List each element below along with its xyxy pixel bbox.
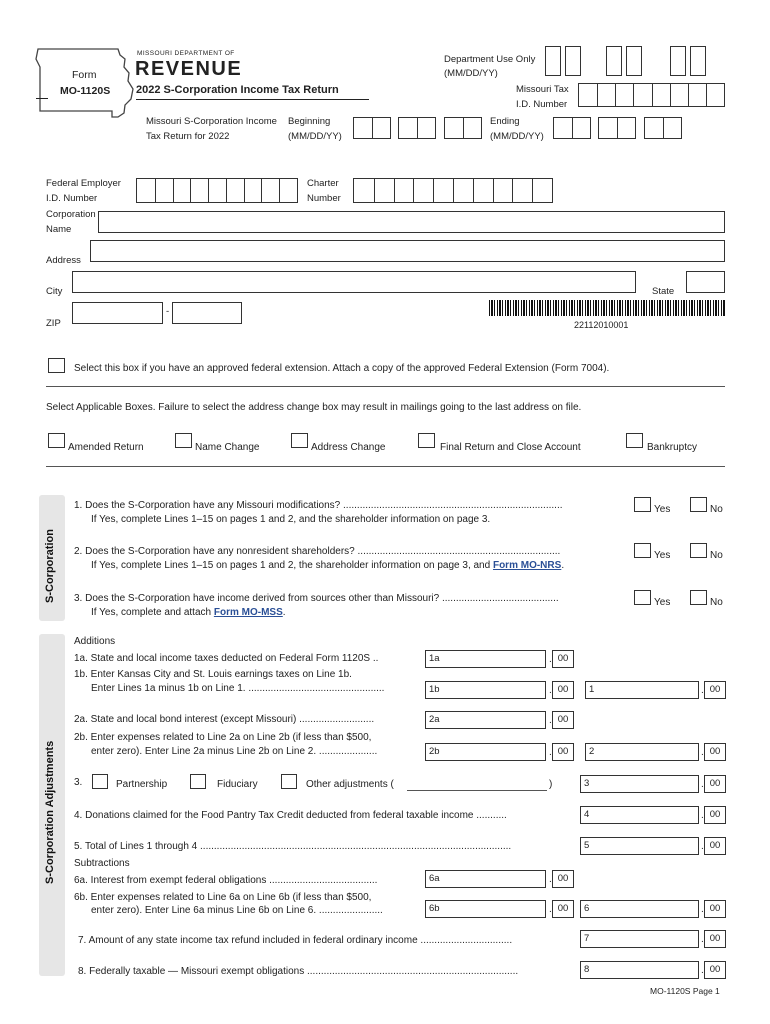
line-2a-text: 2a. State and local bond interest (except Missouri) ........................... — [74, 714, 375, 725]
line-6b-text: 6b. Enter expenses related to Line 6a on Line 6b (if less than $500, — [74, 892, 372, 903]
dept-date-box[interactable] — [670, 46, 686, 76]
partnership-label: Partnership — [116, 779, 168, 790]
line-2a-amount[interactable] — [425, 711, 546, 729]
title-underline — [136, 99, 369, 100]
line-4-amount[interactable] — [580, 806, 699, 824]
beginning-label: Beginning — [288, 116, 331, 127]
barcode-number: 22112010001 — [574, 320, 629, 330]
cell-divider — [226, 179, 227, 202]
line-2b-amount[interactable] — [425, 743, 546, 761]
cell-divider — [394, 179, 395, 202]
line-1b-cents[interactable]: 00 — [552, 681, 574, 699]
line-6a-text: 6a. Interest from exempt federal obligations ....................................... — [74, 875, 378, 886]
cell-divider — [413, 179, 414, 202]
decimal-point: . — [701, 934, 704, 945]
ending-format: (MM/DD/YY) — [490, 131, 544, 142]
line-7-amount[interactable] — [580, 930, 699, 948]
address-label: Address — [46, 255, 81, 266]
bankruptcy-checkbox[interactable] — [626, 433, 643, 448]
zip-extension-field[interactable] — [172, 302, 242, 324]
line-3-amount[interactable] — [580, 775, 699, 793]
line-2-cents[interactable]: 00 — [704, 743, 726, 761]
final-return-label: Final Return and Close Account — [440, 442, 581, 453]
cell-divider — [597, 84, 598, 106]
decimal-point: . — [549, 904, 552, 915]
q3-no-label: No — [710, 597, 723, 608]
applicable-boxes-instruction: Select Applicable Boxes. Failure to select the address change box may result in mailings going to the last address on file. — [46, 402, 582, 413]
cell-divider — [244, 179, 245, 202]
line-1-amount[interactable] — [585, 681, 699, 699]
decimal-point: . — [701, 779, 704, 790]
other-adjustments-close: ) — [549, 779, 553, 790]
line-4-cents[interactable]: 00 — [704, 806, 726, 824]
cell-divider — [670, 84, 671, 106]
cell-divider — [652, 84, 653, 106]
line-8-cents[interactable]: 00 — [704, 961, 726, 979]
line-7-box-label: 7 — [584, 933, 590, 944]
line-1b-amount[interactable] — [425, 681, 546, 699]
decimal-point: . — [701, 965, 704, 976]
line-6-amount[interactable] — [580, 900, 699, 918]
divider — [46, 466, 725, 467]
q3-period: . — [282, 607, 286, 618]
return-year-label-2: Tax Return for 2022 — [146, 131, 230, 142]
line-4-text: 4. Donations claimed for the Food Pantry Tax Credit deducted from federal taxable income ........... — [74, 810, 507, 821]
decimal-point: . — [701, 904, 704, 915]
additions-heading: Additions — [74, 636, 116, 647]
cell-divider — [190, 179, 191, 202]
q1-yes-checkbox[interactable] — [634, 497, 651, 512]
line-8-text: 8. Federally taxable — Missouri exempt obligations ............................................................................ — [78, 966, 519, 977]
line-2b-text-2: enter zero). Enter Line 2a minus Line 2b on Line 2. ..................... — [91, 746, 378, 757]
cell-divider — [374, 179, 375, 202]
form-number-dash — [36, 98, 48, 99]
dept-use-format: (MM/DD/YY) — [444, 68, 498, 79]
city-label: City — [46, 286, 63, 297]
fein-field[interactable] — [136, 178, 298, 203]
q2-period: . — [561, 560, 565, 571]
cell-divider — [279, 179, 280, 202]
page-footer: MO-1120S Page 1 — [650, 986, 720, 996]
q2-yes-checkbox[interactable] — [634, 543, 651, 558]
line-3-number: 3. — [74, 777, 83, 788]
q3-no-checkbox[interactable] — [690, 590, 707, 605]
form-mo-nrs-link[interactable]: Form MO-NRS — [492, 560, 562, 571]
cell-divider — [532, 179, 533, 202]
federal-extension-checkbox[interactable] — [48, 358, 65, 373]
other-adjustments-label: Other adjustments ( — [306, 779, 394, 790]
line-1b-text: 1b. Enter Kansas City and St. Louis earnings taxes on Line 1b. — [74, 669, 352, 680]
line-3-box-label: 3 — [584, 778, 590, 789]
line-5-cents[interactable]: 00 — [704, 837, 726, 855]
cell-divider — [615, 84, 616, 106]
dept-date-box[interactable] — [626, 46, 642, 76]
charter-number-field[interactable] — [353, 178, 553, 203]
beginning-format: (MM/DD/YY) — [288, 131, 342, 142]
address-field[interactable] — [90, 240, 725, 262]
q1-text: 1. Does the S-Corporation have any Missouri modifications? ............................................................................... — [74, 500, 563, 511]
name-change-checkbox[interactable] — [175, 433, 192, 448]
line-1a-amount[interactable] — [425, 650, 546, 668]
cell-divider — [663, 118, 664, 138]
corp-name-label-2: Name — [46, 224, 72, 235]
cell-divider — [706, 84, 707, 106]
bankruptcy-label: Bankruptcy — [647, 442, 698, 453]
amended-return-label: Amended Return — [68, 442, 144, 453]
cell-divider — [372, 118, 373, 138]
q2-instruction — [91, 559, 564, 573]
fiduciary-label: Fiduciary — [217, 779, 258, 790]
q2-text: 2. Does the S-Corporation have any nonresident shareholders? ......................................................................... — [74, 546, 561, 557]
line-1a-text: 1a. State and local income taxes deducted on Federal Form 1120S .. — [74, 653, 379, 664]
state-label: State — [652, 286, 675, 297]
decimal-point: . — [549, 715, 552, 726]
line-1-cents[interactable]: 00 — [704, 681, 726, 699]
line-2-amount[interactable] — [585, 743, 699, 761]
barcode — [489, 300, 725, 316]
beginning-yy[interactable] — [444, 117, 482, 139]
divider — [46, 386, 725, 387]
line-6a-box-label: 6a — [429, 873, 440, 884]
decimal-point: . — [549, 685, 552, 696]
line-4-box-label: 4 — [584, 809, 590, 820]
agency-name-small: MISSOURI DEPARTMENT OF — [137, 50, 235, 57]
q2-no-label: No — [710, 550, 723, 561]
q1-no-checkbox[interactable] — [690, 497, 707, 512]
q3-yes-checkbox[interactable] — [634, 590, 651, 605]
fiduciary-checkbox[interactable] — [190, 774, 206, 789]
dept-use-only-label: Department Use Only — [444, 54, 536, 65]
subtractions-heading: Subtractions — [74, 858, 130, 869]
line-6b-amount[interactable] — [425, 900, 546, 918]
line-1a-cents[interactable]: 00 — [552, 650, 574, 668]
charter-label-2: Number — [307, 193, 341, 204]
adjustments-section-title: S-Corporation Adjustments — [44, 740, 56, 884]
decimal-point: . — [701, 810, 704, 821]
city-field[interactable] — [72, 271, 636, 293]
mo-tax-id-field[interactable] — [578, 83, 725, 107]
line-6-cents[interactable]: 00 — [704, 900, 726, 918]
line-6-box-label: 6 — [584, 903, 590, 914]
zip-dash: - — [166, 306, 170, 317]
dept-date-box[interactable] — [545, 46, 561, 76]
mo-tax-id-label: Missouri Tax — [516, 84, 569, 95]
line-6b-text-2: enter zero). Enter Line 6a minus Line 6b on Line 6. ....................... — [91, 905, 383, 916]
line-2b-cents[interactable]: 00 — [552, 743, 574, 761]
ending-label: Ending — [490, 116, 520, 127]
line-5-text: 5. Total of Lines 1 through 4 ................................................................................................................ — [74, 841, 512, 852]
corp-name-label: Corporation — [46, 209, 96, 220]
final-return-checkbox[interactable] — [418, 433, 435, 448]
decimal-point: . — [701, 747, 704, 758]
line-6a-amount[interactable] — [425, 870, 546, 888]
cell-divider — [572, 118, 573, 138]
q1-instruction: If Yes, complete Lines 1–15 on pages 1 and 2, and the shareholder information on page 3. — [91, 514, 491, 525]
decimal-point: . — [549, 747, 552, 758]
q3-instruction — [91, 606, 286, 620]
address-change-checkbox[interactable] — [291, 433, 308, 448]
decimal-point: . — [701, 841, 704, 852]
line-6b-cents[interactable]: 00 — [552, 900, 574, 918]
mo-tax-id-label-2: I.D. Number — [516, 99, 568, 110]
form-title: 2022 S-Corporation Income Tax Return — [136, 84, 339, 96]
q1-yes-label: Yes — [654, 504, 671, 515]
name-change-label: Name Change — [195, 442, 260, 453]
beginning-dd[interactable] — [398, 117, 436, 139]
other-adjustments-line[interactable] — [407, 790, 547, 791]
line-6a-cents[interactable]: 00 — [552, 870, 574, 888]
dept-date-box[interactable] — [690, 46, 706, 76]
line-8-amount[interactable] — [580, 961, 699, 979]
line-5-box-label: 5 — [584, 840, 590, 851]
form-label: Form — [72, 69, 97, 81]
other-adjustments-checkbox[interactable] — [281, 774, 297, 789]
cell-divider — [688, 84, 689, 106]
line-1a-box-label: 1a — [429, 653, 440, 664]
line-2b-box-label: 2b — [429, 746, 440, 757]
line-1b-box-label: 1b — [429, 684, 440, 695]
decimal-point: . — [549, 654, 552, 665]
beginning-mm[interactable] — [353, 117, 391, 139]
charter-label: Charter — [307, 178, 339, 189]
line-1b-text-2: Enter Lines 1a minus 1b on Line 1. ................................................. — [91, 683, 385, 694]
cell-divider — [155, 179, 156, 202]
cell-divider — [417, 118, 418, 138]
q3-yes-label: Yes — [654, 597, 671, 608]
amended-return-checkbox[interactable] — [48, 433, 65, 448]
cell-divider — [512, 179, 513, 202]
state-field[interactable] — [686, 271, 725, 293]
federal-extension-text: Select this box if you have an approved federal extension. Attach a copy of the approved Federal Extension (Form 7004). — [74, 363, 610, 374]
line-2a-box-label: 2a — [429, 714, 440, 725]
decimal-point: . — [701, 685, 704, 696]
line-7-text: 7. Amount of any state income tax refund included in federal ordinary income ................................. — [78, 935, 513, 946]
line-6b-box-label: 6b — [429, 903, 440, 914]
corporation-name-field[interactable] — [98, 211, 725, 233]
line-2b-text: 2b. Enter expenses related to Line 2a on Line 2b (if less than $500, — [74, 732, 372, 743]
decimal-point: . — [549, 874, 552, 885]
line-2-box-label: 2 — [589, 746, 595, 757]
zip-label: ZIP — [46, 318, 61, 329]
ending-dd[interactable] — [598, 117, 636, 139]
line-5-amount[interactable] — [580, 837, 699, 855]
fein-label-2: I.D. Number — [46, 193, 98, 204]
address-change-label: Address Change — [311, 442, 386, 453]
ending-yy[interactable] — [644, 117, 682, 139]
cell-divider — [473, 179, 474, 202]
form-number: MO-1120S — [60, 85, 111, 97]
q3-instruction-text: If Yes, complete and attach — [91, 607, 212, 618]
cell-divider — [617, 118, 618, 138]
zip-field[interactable] — [72, 302, 163, 324]
q3-text: 3. Does the S-Corporation have income derived from sources other than Missouri? .......................................... — [74, 593, 559, 604]
cell-divider — [433, 179, 434, 202]
q2-no-checkbox[interactable] — [690, 543, 707, 558]
line-1-box-label: 1 — [589, 684, 595, 695]
dept-date-box[interactable] — [565, 46, 581, 76]
line-2a-cents[interactable]: 00 — [552, 711, 574, 729]
form-mo-mss-link[interactable]: Form MO-MSS — [213, 607, 283, 618]
cell-divider — [208, 179, 209, 202]
cell-divider — [463, 118, 464, 138]
cell-divider — [261, 179, 262, 202]
fein-label: Federal Employer — [46, 178, 121, 189]
line-3-cents[interactable]: 00 — [704, 775, 726, 793]
return-year-label: Missouri S-Corporation Income — [146, 116, 277, 127]
agency-name-logo: REVENUE — [135, 58, 243, 80]
cell-divider — [173, 179, 174, 202]
cell-divider — [453, 179, 454, 202]
line-8-box-label: 8 — [584, 964, 590, 975]
q1-no-label: No — [710, 504, 723, 515]
q2-instruction-text: If Yes, complete Lines 1–15 on pages 1 and 2, the shareholder information on page 3, and — [91, 560, 491, 571]
q2-yes-label: Yes — [654, 550, 671, 561]
scorp-section-title: S-Corporation — [44, 529, 56, 603]
cell-divider — [633, 84, 634, 106]
dept-date-box[interactable] — [606, 46, 622, 76]
ending-mm[interactable] — [553, 117, 591, 139]
line-7-cents[interactable]: 00 — [704, 930, 726, 948]
partnership-checkbox[interactable] — [92, 774, 108, 789]
cell-divider — [493, 179, 494, 202]
